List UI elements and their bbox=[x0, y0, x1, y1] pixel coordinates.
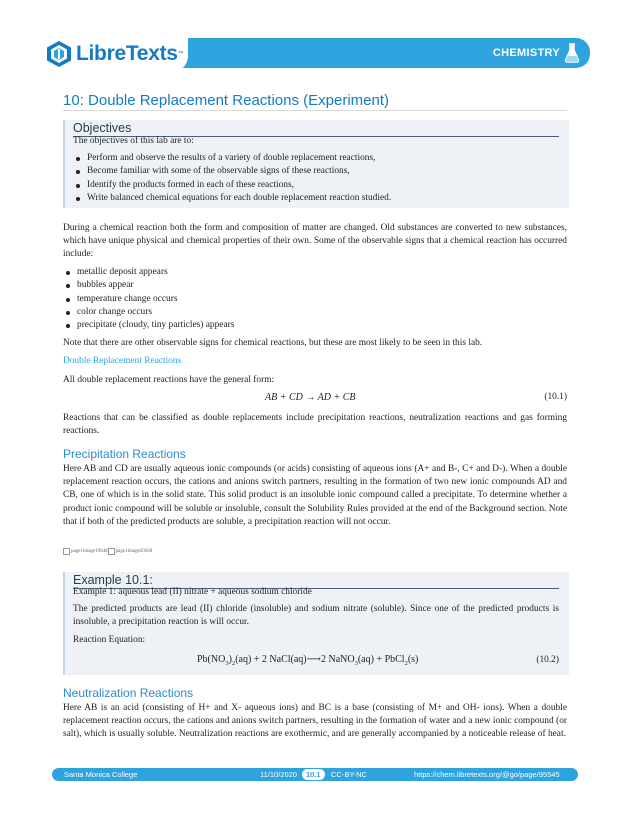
objective-item: Perform and observe the results of a variety of double replacement reactions, bbox=[73, 152, 391, 165]
subject-label: CHEMISTRY bbox=[492, 47, 560, 59]
sign-item: precipitate (cloudy, tiny particles) appears bbox=[63, 319, 234, 332]
sign-item: metallic deposit appears bbox=[63, 266, 234, 279]
objectives-heading: Objectives bbox=[73, 121, 132, 135]
neutralization-heading: Neutralization Reactions bbox=[63, 686, 194, 700]
sign-item: bubbles appear bbox=[63, 279, 234, 292]
example-box bbox=[63, 572, 569, 675]
note-paragraph: Note that there are other observable signs for chemical reactions, but these are most likely to be seen in this lab. bbox=[63, 338, 483, 348]
double-replacement-link[interactable]: Double Replacement Reactions bbox=[63, 356, 182, 366]
footer-page-number: 10.1 bbox=[302, 769, 325, 780]
flask-icon bbox=[564, 43, 580, 63]
intro-paragraph: During a chemical reaction both the form and composition of matter are changed. Old substances are converted to new substances, which have unique physical and chemical properties of their own. Some of the observable signs that a chemical reaction has occurred include: bbox=[63, 223, 567, 260]
footer-date: 11/10/2020 bbox=[260, 770, 297, 779]
page-title: 10: Double Replacement Reactions (Experiment) bbox=[63, 92, 389, 109]
classification-paragraph: Reactions that can be classified as double replacements include precipitation reactions, neutralization reactions and gas forming reactions. bbox=[63, 413, 567, 437]
broken-image bbox=[63, 548, 108, 555]
objectives-box bbox=[63, 120, 569, 208]
title-divider bbox=[63, 110, 567, 111]
observable-signs-list bbox=[63, 266, 234, 332]
example-body: The predicted products are lead (II) chloride (insoluble) and sodium nitrate (soluble). Since one of the predicted products is insoluble, a precipitation reaction is will occur. bbox=[73, 604, 559, 628]
broken-image-icon bbox=[63, 548, 70, 555]
equation-10-1: AB + CD → AD + CB bbox=[265, 392, 356, 403]
equation-10-2: $Pb(NO_3)_2(aq) + 2$ NaCl(aq)⟶2 NaNO$_3$(aq) + PbCl$_2$(s) bbox=[197, 654, 419, 667]
broken-image bbox=[108, 548, 153, 555]
logo-text: LibreTexts bbox=[76, 42, 178, 65]
image-placeholders bbox=[63, 548, 152, 555]
image-alt-text: page1image20568 bbox=[115, 549, 153, 554]
example-heading: Example 10.1: bbox=[73, 573, 153, 587]
sign-item: color change occurs bbox=[63, 306, 234, 319]
logo-trademark: ™ bbox=[177, 51, 184, 57]
neutralization-paragraph: Here AB is an acid (consisting of H+ and X- aqueous ions) and BC is a base (consisting of M+ and OH- ions). When a double replacement reaction occurs, the cations and anions switch partners, resulting in the formation of water and a new ionic compound (or salt), which is usually soluble. Neutralization reactions are exothermic, and are generally accompanied by a noticeable release of heat. bbox=[63, 703, 567, 740]
objectives-list bbox=[73, 152, 391, 205]
sign-item: temperature change occurs bbox=[63, 293, 234, 306]
footer-license: CC-BY-NC bbox=[331, 770, 367, 779]
footer-college: Santa Monica College bbox=[64, 770, 138, 779]
precipitation-heading: Precipitation Reactions bbox=[63, 447, 186, 461]
general-form-text: All double replacement reactions have the general form: bbox=[63, 375, 275, 385]
precipitation-paragraph: Here AB and CD are usually aqueous ionic compounds (or acids) consisting of aqueous ions (A+ and B-, C+ and D-). When a double replacement reaction occurs, the cations and anions switch partners, resulting in the formation of two new ionic compounds AD and CB, one of which is in the solid state. This solid product is an insoluble ionic compound called a precipitate. To determine whether a product ionic compound will be soluble or insoluble, consult the Solubility Rules provided at the end of the Background section. Note that if both of the predicted products are soluble, a precipitation reaction will not occur. bbox=[63, 464, 567, 527]
objective-item: Identify the products formed in each of these reactions, bbox=[73, 179, 391, 192]
example-subtitle: Example 1: aqueous lead (II) nitrate + aqueous sodium chloride bbox=[73, 587, 312, 597]
image-alt-text: page1image19648 bbox=[71, 549, 108, 554]
equation-number: (10.2) bbox=[536, 655, 559, 665]
footer-url[interactable]: https://chem.libretexts.org/@go/page/95545 bbox=[414, 770, 560, 779]
broken-image-icon bbox=[108, 548, 115, 555]
libretexts-logo[interactable] bbox=[38, 36, 188, 72]
objectives-intro: The objectives of this lab are to: bbox=[73, 136, 194, 146]
objective-item: Become familiar with some of the observable signs of these reactions, bbox=[73, 165, 391, 178]
libretexts-logo-icon bbox=[46, 40, 72, 68]
objective-item: Write balanced chemical equations for each double replacement reaction studied. bbox=[73, 192, 391, 205]
reaction-equation-label: Reaction Equation: bbox=[73, 635, 146, 645]
page-footer bbox=[52, 768, 578, 781]
page-header bbox=[38, 36, 590, 72]
equation-number: (10.1) bbox=[544, 392, 567, 402]
header-bar bbox=[170, 38, 590, 68]
